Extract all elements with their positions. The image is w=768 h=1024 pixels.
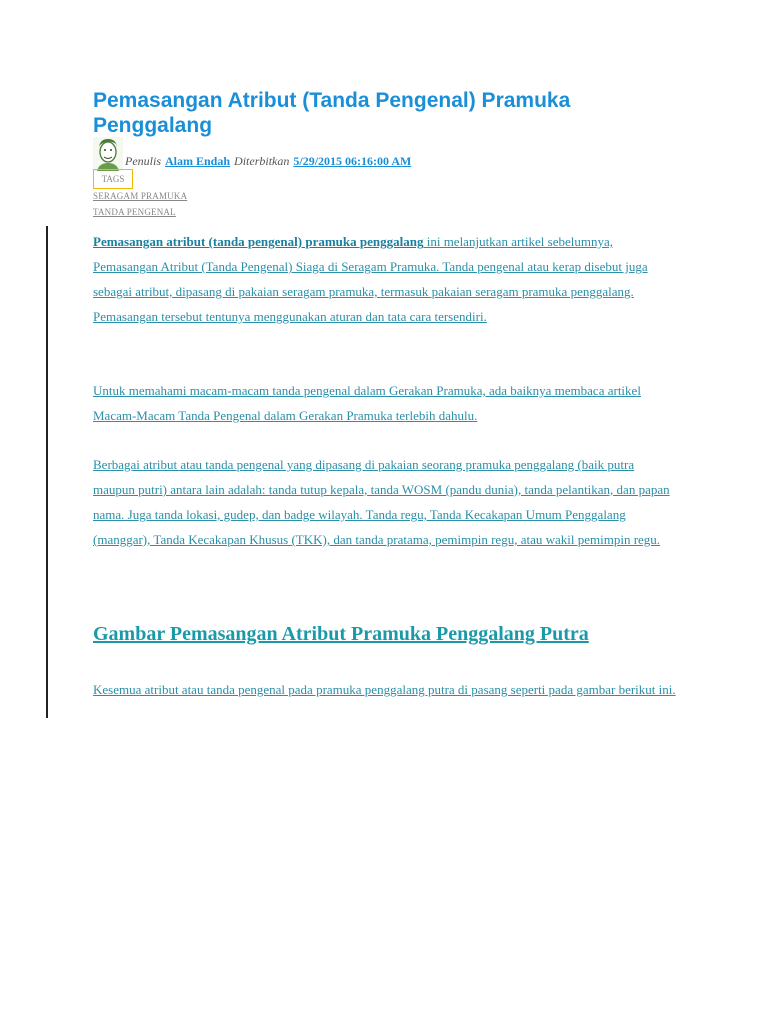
attributes-text[interactable]: Berbagai atribut atau tanda pengenal yang dipasang di pakaian seorang pramuka penggalang (baik putra maupun putri) antara lain adalah: tanda tutup kepala, tanda WOSM (pandu dunia), tanda pelantikan, dan papan nama. Juga tanda lokasi, gudep, dan badge wilayah. Tanda regu, Tanda Kecakapan Umum Penggalang (manggar), Tanda Kecakapan Khusus (TKK), dan tanda pratama, pemimpin regu, atau wakil pemimpin regu. xyxy=(93,457,670,547)
tags-label-box: TAGS xyxy=(93,169,133,189)
figure-intro-text[interactable]: Kesemua atribut atau tanda pengenal pada pramuka penggalang putra di pasang seperti pada gambar berikut ini. xyxy=(93,682,676,697)
tag-link-tanda-pengenal[interactable]: TANDA PENGENAL xyxy=(93,207,176,217)
author-link[interactable]: Alam Endah xyxy=(165,154,231,168)
paragraph-intro xyxy=(93,229,679,329)
published-label: Diterbitkan xyxy=(234,154,290,168)
article-title: Pemasangan Atribut (Tanda Pengenal) Pramuka Penggalang xyxy=(93,89,571,137)
paragraph-attributes xyxy=(93,452,679,552)
intro-bold-link[interactable]: Pemasangan atribut (tanda pengenal) pramuka penggalang xyxy=(93,234,424,249)
paragraph-reference xyxy=(93,378,679,428)
published-date-link[interactable]: 5/29/2015 06:16:00 AM xyxy=(293,154,412,168)
author-label: Penulis xyxy=(125,154,161,168)
tag-link-seragam-pramuka[interactable]: SERAGAM PRAMUKA xyxy=(93,191,188,201)
byline xyxy=(93,137,693,171)
left-border-rule xyxy=(46,226,48,718)
section-heading[interactable]: Gambar Pemasangan Atribut Pramuka Penggalang Putra xyxy=(93,623,589,645)
paragraph-figure-intro xyxy=(93,677,679,702)
author-avatar-icon xyxy=(93,137,123,171)
intro-text[interactable]: ini melanjutkan artikel sebelumnya, Pemasangan Atribut (Tanda Pengenal) Siaga di Seragam Pramuka. Tanda pengenal atau kerap disebut juga sebagai atribut, dipasang di pakaian seragam pramuka, termasuk pakaian seragam pramuka penggalang. Pemasangan tersebut tentunya menggunakan aturan dan tata cara tersendiri. xyxy=(93,234,648,324)
reference-text[interactable]: Untuk memahami macam-macam tanda pengenal dalam Gerakan Pramuka, ada baiknya membaca artikel Macam-Macam Tanda Pengenal dalam Gerakan Pramuka terlebih dahulu. xyxy=(93,383,641,423)
